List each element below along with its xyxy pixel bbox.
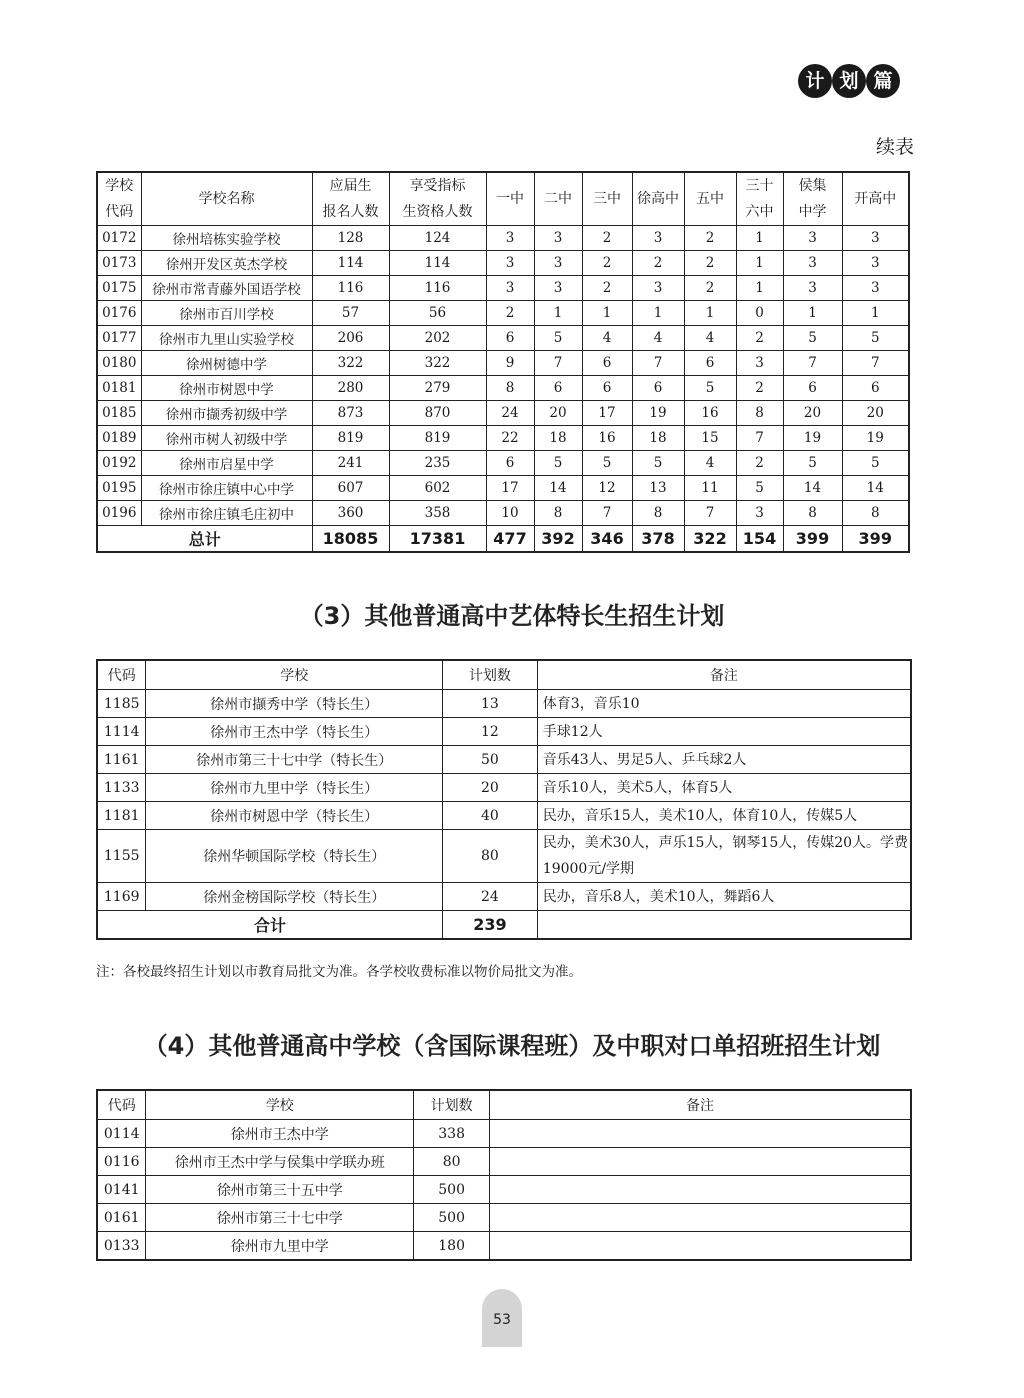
table-cell: 180 xyxy=(414,1232,490,1261)
table-cell: 5 xyxy=(534,326,582,351)
table-cell: 2 xyxy=(736,451,783,476)
table-cell xyxy=(490,1204,911,1232)
table-row xyxy=(97,774,911,802)
table-cell: 3 xyxy=(534,251,582,276)
table-cell: 3 xyxy=(842,276,909,301)
table-cell: 徐州市树恩中学（特长生） xyxy=(146,802,443,830)
table-cell: 57 xyxy=(312,301,389,326)
table-cell: 322 xyxy=(312,351,389,376)
table-cell: 5 xyxy=(783,451,842,476)
table-cell: 0195 xyxy=(97,476,141,501)
quota-total-row xyxy=(97,526,909,553)
table-row xyxy=(97,746,911,774)
table-cell: 9 xyxy=(486,351,534,376)
table-cell: 0196 xyxy=(97,501,141,526)
table-cell: 2 xyxy=(582,251,632,276)
table-cell: 17 xyxy=(486,476,534,501)
table-cell: 3 xyxy=(632,276,684,301)
table-cell: 2 xyxy=(582,226,632,251)
header-school-name: 学校名称 xyxy=(141,172,312,226)
table-cell: 116 xyxy=(312,276,389,301)
table-cell: 民办，音乐15人，美术10人，体育10人，传媒5人 xyxy=(537,802,911,830)
table-cell: 22 xyxy=(486,426,534,451)
table-cell: 2 xyxy=(736,376,783,401)
table-cell: 徐州金榜国际学校（特长生） xyxy=(146,883,443,911)
table-cell: 2 xyxy=(582,276,632,301)
table-cell: 1 xyxy=(842,301,909,326)
table-row xyxy=(97,1176,911,1204)
header-code: 学校 代码 xyxy=(97,172,141,226)
quota-table xyxy=(96,171,910,553)
table-cell: 50 xyxy=(443,746,538,774)
table-cell: 8 xyxy=(534,501,582,526)
table-row xyxy=(97,1204,911,1232)
table-cell: 2 xyxy=(632,251,684,276)
table-cell: 3 xyxy=(632,226,684,251)
total-cell: 399 xyxy=(842,526,909,553)
table-cell: 3 xyxy=(486,251,534,276)
table-cell: 279 xyxy=(389,376,486,401)
table-cell: 16 xyxy=(582,426,632,451)
table-cell: 202 xyxy=(389,326,486,351)
table-row xyxy=(97,276,909,301)
arts-total-row xyxy=(97,911,911,940)
table-cell: 128 xyxy=(312,226,389,251)
table-cell: 民办，美术30人，声乐15人，钢琴15人，传媒20人。学费19000元/学期 xyxy=(537,830,911,883)
table-cell: 1 xyxy=(736,276,783,301)
header-yz: 一中 xyxy=(486,172,534,226)
table-cell: 1181 xyxy=(97,802,146,830)
table-cell: 徐州市徐庄镇毛庄初中 xyxy=(141,501,312,526)
table-cell: 13 xyxy=(443,690,538,718)
table-cell: 235 xyxy=(389,451,486,476)
table-cell: 0185 xyxy=(97,401,141,426)
table-cell: 3 xyxy=(486,226,534,251)
table-cell: 5 xyxy=(632,451,684,476)
header-note: 备注 xyxy=(490,1090,911,1120)
table-cell xyxy=(490,1120,911,1148)
table-cell: 19 xyxy=(632,401,684,426)
table-cell xyxy=(490,1148,911,1176)
table-cell: 徐州市第三十五中学 xyxy=(146,1176,414,1204)
table-cell: 8 xyxy=(632,501,684,526)
table-cell: 7 xyxy=(684,501,736,526)
table-cell: 1155 xyxy=(97,830,146,883)
total-value: 239 xyxy=(443,911,538,940)
table-cell: 0176 xyxy=(97,301,141,326)
total-cell: 346 xyxy=(582,526,632,553)
table-cell: 358 xyxy=(389,501,486,526)
table-cell: 3 xyxy=(534,276,582,301)
table-row xyxy=(97,376,909,401)
table-cell: 徐州市王杰中学与侯集中学联办班 xyxy=(146,1148,414,1176)
table-cell: 1 xyxy=(736,251,783,276)
footnote: 注：各校最终招生计划以市教育局批文为准。各学校收费标准以物价局批文为准。 xyxy=(96,964,582,980)
table-cell: 20 xyxy=(443,774,538,802)
table-cell: 80 xyxy=(443,830,538,883)
table-cell: 19 xyxy=(783,426,842,451)
table-cell: 4 xyxy=(632,326,684,351)
table-cell: 124 xyxy=(389,226,486,251)
table-cell: 0161 xyxy=(97,1204,146,1232)
section4-title: （4）其他普通高中学校（含国际课程班）及中职对口单招班招生计划 xyxy=(143,1032,881,1060)
header-ssl: 三十 六中 xyxy=(736,172,783,226)
table-cell: 114 xyxy=(312,251,389,276)
table-cell: 14 xyxy=(783,476,842,501)
table-cell: 13 xyxy=(632,476,684,501)
table-cell: 0172 xyxy=(97,226,141,251)
header-code: 代码 xyxy=(97,1090,146,1120)
table-row xyxy=(97,351,909,376)
table-cell: 徐州市百川学校 xyxy=(141,301,312,326)
table-cell: 500 xyxy=(414,1204,490,1232)
table-row xyxy=(97,501,909,526)
table-cell: 3 xyxy=(842,251,909,276)
page-number: 53 xyxy=(482,1289,522,1347)
table-cell: 80 xyxy=(414,1148,490,1176)
arts-plan-table xyxy=(96,659,912,940)
table-cell: 873 xyxy=(312,401,389,426)
total-cell: 17381 xyxy=(389,526,486,553)
table-cell: 0114 xyxy=(97,1120,146,1148)
header-note: 备注 xyxy=(537,660,911,690)
total-cell: 322 xyxy=(684,526,736,553)
table-row xyxy=(97,690,911,718)
table-cell: 民办，音乐8人，美术10人，舞蹈6人 xyxy=(537,883,911,911)
table-cell: 3 xyxy=(783,226,842,251)
table-cell: 徐州市撷秀初级中学 xyxy=(141,401,312,426)
table-cell: 18 xyxy=(632,426,684,451)
table-cell: 338 xyxy=(414,1120,490,1148)
header-plan: 计划数 xyxy=(414,1090,490,1120)
table-cell: 4 xyxy=(684,451,736,476)
table-cell: 0173 xyxy=(97,251,141,276)
table-cell xyxy=(490,1232,911,1261)
table-cell: 607 xyxy=(312,476,389,501)
table-cell: 7 xyxy=(736,426,783,451)
table-cell: 40 xyxy=(443,802,538,830)
table-cell: 徐州培栋实验学校 xyxy=(141,226,312,251)
header-sz: 三中 xyxy=(582,172,632,226)
table-cell: 6 xyxy=(486,326,534,351)
table-cell: 1185 xyxy=(97,690,146,718)
table-row xyxy=(97,830,911,883)
table-cell: 4 xyxy=(684,326,736,351)
table-row xyxy=(97,1148,911,1176)
table-cell: 徐州市第三十七中学（特长生） xyxy=(146,746,443,774)
table-cell: 1114 xyxy=(97,718,146,746)
table-cell: 819 xyxy=(312,426,389,451)
table-cell: 0116 xyxy=(97,1148,146,1176)
table-cell: 0181 xyxy=(97,376,141,401)
table-cell: 徐州市启星中学 xyxy=(141,451,312,476)
table-cell: 徐州市王杰中学 xyxy=(146,1120,414,1148)
total-cell: 392 xyxy=(534,526,582,553)
table-row xyxy=(97,1232,911,1261)
table-cell: 14 xyxy=(842,476,909,501)
table-cell: 10 xyxy=(486,501,534,526)
table-cell: 8 xyxy=(842,501,909,526)
table-cell: 3 xyxy=(842,226,909,251)
table-cell: 8 xyxy=(486,376,534,401)
table-row xyxy=(97,251,909,276)
table-cell: 5 xyxy=(783,326,842,351)
section3-title: （3）其他普通高中艺体特长生招生计划 xyxy=(299,602,725,630)
table-cell: 3 xyxy=(534,226,582,251)
table-cell: 0175 xyxy=(97,276,141,301)
table-cell: 2 xyxy=(486,301,534,326)
header-hj: 侯集 中学 xyxy=(783,172,842,226)
header-eligible: 享受指标 生资格人数 xyxy=(389,172,486,226)
table-cell: 4 xyxy=(582,326,632,351)
table-cell: 徐州树德中学 xyxy=(141,351,312,376)
table-cell: 徐州市九里中学（特长生） xyxy=(146,774,443,802)
table-cell: 20 xyxy=(842,401,909,426)
table-cell: 500 xyxy=(414,1176,490,1204)
table-cell: 0189 xyxy=(97,426,141,451)
table-cell: 1133 xyxy=(97,774,146,802)
table-cell: 5 xyxy=(534,451,582,476)
table-cell: 手球12人 xyxy=(537,718,911,746)
table-cell: 11 xyxy=(684,476,736,501)
table-cell: 6 xyxy=(684,351,736,376)
table-cell: 6 xyxy=(842,376,909,401)
table-row xyxy=(97,326,909,351)
table-cell: 3 xyxy=(736,351,783,376)
table-cell: 5 xyxy=(582,451,632,476)
table-cell: 0141 xyxy=(97,1176,146,1204)
total-label: 合计 xyxy=(97,911,443,940)
header-wz: 五中 xyxy=(684,172,736,226)
table-row xyxy=(97,802,911,830)
table-cell: 7 xyxy=(632,351,684,376)
table-cell: 1 xyxy=(783,301,842,326)
table-cell: 241 xyxy=(312,451,389,476)
table-cell: 2 xyxy=(684,226,736,251)
table-cell: 322 xyxy=(389,351,486,376)
table-cell: 徐州市王杰中学（特长生） xyxy=(146,718,443,746)
table-cell: 56 xyxy=(389,301,486,326)
table-row xyxy=(97,883,911,911)
table-cell: 12 xyxy=(582,476,632,501)
table-cell: 0177 xyxy=(97,326,141,351)
table-cell: 6 xyxy=(632,376,684,401)
total-note xyxy=(537,911,911,940)
table-cell: 徐州市树人初级中学 xyxy=(141,426,312,451)
table-cell: 徐州市第三十七中学 xyxy=(146,1204,414,1232)
table-cell: 602 xyxy=(389,476,486,501)
header-applicants: 应届生 报名人数 xyxy=(312,172,389,226)
header-school: 学校 xyxy=(146,660,443,690)
table-cell: 2 xyxy=(736,326,783,351)
table-row xyxy=(97,226,909,251)
header-kgz: 开高中 xyxy=(842,172,909,226)
total-cell: 154 xyxy=(736,526,783,553)
table-cell: 3 xyxy=(783,251,842,276)
table-cell: 7 xyxy=(534,351,582,376)
table-row xyxy=(97,1120,911,1148)
table-cell: 音乐10人，美术5人，体育5人 xyxy=(537,774,911,802)
table-cell: 116 xyxy=(389,276,486,301)
table-cell: 870 xyxy=(389,401,486,426)
table-cell: 24 xyxy=(486,401,534,426)
table-cell: 3 xyxy=(783,276,842,301)
table-cell: 徐州市撷秀中学（特长生） xyxy=(146,690,443,718)
header-school: 学校 xyxy=(146,1090,414,1120)
table-cell: 6 xyxy=(486,451,534,476)
table-cell: 24 xyxy=(443,883,538,911)
table-cell: 8 xyxy=(736,401,783,426)
header-code: 代码 xyxy=(97,660,146,690)
continued-label: 续表 xyxy=(875,136,914,158)
table-cell: 徐州市树恩中学 xyxy=(141,376,312,401)
table-cell: 徐州市九里中学 xyxy=(146,1232,414,1261)
table-cell: 7 xyxy=(783,351,842,376)
table-row xyxy=(97,476,909,501)
table-cell: 徐州市常青藤外国语学校 xyxy=(141,276,312,301)
table-cell: 8 xyxy=(783,501,842,526)
table-cell: 20 xyxy=(783,401,842,426)
table-cell: 7 xyxy=(842,351,909,376)
table-cell: 1161 xyxy=(97,746,146,774)
table-cell: 3 xyxy=(736,501,783,526)
table-cell: 280 xyxy=(312,376,389,401)
table-cell: 19 xyxy=(842,426,909,451)
table-cell: 5 xyxy=(684,376,736,401)
table-cell: 14 xyxy=(534,476,582,501)
quota-header-row xyxy=(97,172,909,226)
table-cell: 5 xyxy=(736,476,783,501)
table-row xyxy=(97,426,909,451)
table-cell: 6 xyxy=(534,376,582,401)
table-cell: 0180 xyxy=(97,351,141,376)
header-xgz: 徐高中 xyxy=(632,172,684,226)
header-plan: 计划数 xyxy=(443,660,538,690)
table-cell: 体育3，音乐10 xyxy=(537,690,911,718)
table-row xyxy=(97,401,909,426)
table-cell: 206 xyxy=(312,326,389,351)
table-cell: 1 xyxy=(534,301,582,326)
table-cell xyxy=(490,1176,911,1204)
total-label: 总计 xyxy=(97,526,312,553)
table-cell: 6 xyxy=(783,376,842,401)
table-cell: 5 xyxy=(842,326,909,351)
logo-char-2: 划 xyxy=(832,64,866,98)
section-logo xyxy=(798,60,902,104)
table-cell: 6 xyxy=(582,351,632,376)
table-cell: 7 xyxy=(582,501,632,526)
table-row xyxy=(97,718,911,746)
table-cell: 1 xyxy=(684,301,736,326)
table-cell: 1 xyxy=(736,226,783,251)
table-cell: 0133 xyxy=(97,1232,146,1261)
table-cell: 17 xyxy=(582,401,632,426)
table-cell: 12 xyxy=(443,718,538,746)
total-cell: 399 xyxy=(783,526,842,553)
table-row xyxy=(97,451,909,476)
table-cell: 1169 xyxy=(97,883,146,911)
table-cell: 徐州华顿国际学校（特长生） xyxy=(146,830,443,883)
table-cell: 1 xyxy=(582,301,632,326)
table-cell: 3 xyxy=(486,276,534,301)
table-cell: 18 xyxy=(534,426,582,451)
other-schools-table xyxy=(96,1089,912,1261)
logo-char-3: 篇 xyxy=(866,64,900,98)
table-cell: 15 xyxy=(684,426,736,451)
arts-header-row xyxy=(97,660,911,690)
table-cell: 0192 xyxy=(97,451,141,476)
other-header-row xyxy=(97,1090,911,1120)
table-cell: 360 xyxy=(312,501,389,526)
table-cell: 徐州开发区英杰学校 xyxy=(141,251,312,276)
table-cell: 0 xyxy=(736,301,783,326)
table-cell: 音乐43人、男足5人、乒乓球2人 xyxy=(537,746,911,774)
table-row xyxy=(97,301,909,326)
logo-char-1: 计 xyxy=(798,64,832,98)
table-cell: 6 xyxy=(582,376,632,401)
total-cell: 378 xyxy=(632,526,684,553)
table-cell: 16 xyxy=(684,401,736,426)
total-cell: 477 xyxy=(486,526,534,553)
table-cell: 徐州市九里山实验学校 xyxy=(141,326,312,351)
total-cell: 18085 xyxy=(312,526,389,553)
table-cell: 20 xyxy=(534,401,582,426)
table-cell: 5 xyxy=(842,451,909,476)
table-cell: 2 xyxy=(684,276,736,301)
header-ez: 二中 xyxy=(534,172,582,226)
table-cell: 徐州市徐庄镇中心中学 xyxy=(141,476,312,501)
table-cell: 1 xyxy=(632,301,684,326)
table-cell: 819 xyxy=(389,426,486,451)
table-cell: 114 xyxy=(389,251,486,276)
table-cell: 2 xyxy=(684,251,736,276)
